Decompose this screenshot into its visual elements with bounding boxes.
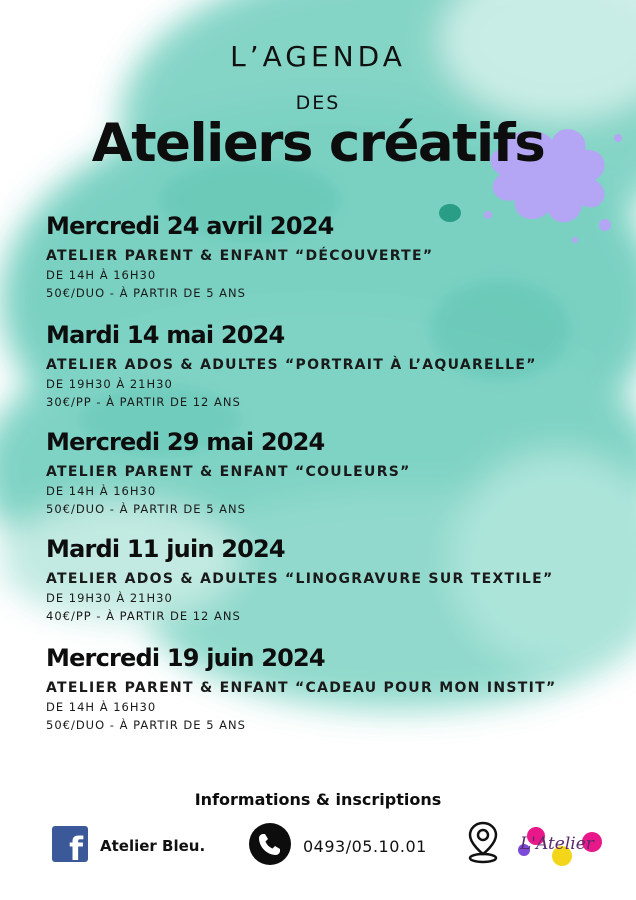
- facebook-glyph: f: [69, 830, 83, 868]
- event-title: ATELIER PARENT & ENFANT “DÉCOUVERTE”: [46, 248, 434, 264]
- event-hours: DE 14H À 16H30: [46, 268, 157, 282]
- atelier-logo-text: L'Atelier: [520, 834, 594, 854]
- event-title: ATELIER ADOS & ADULTES “LINOGRAVURE SUR TEXTILE”: [46, 571, 554, 587]
- event-price: 50€/DUO - À PARTIR DE 5 ANS: [46, 286, 246, 300]
- event-date: Mardi 14 mai 2024: [46, 321, 285, 349]
- event-date: Mercredi 24 avril 2024: [46, 212, 334, 240]
- event-title: ATELIER PARENT & ENFANT “COULEURS”: [46, 464, 411, 480]
- event-item: [46, 212, 626, 300]
- event-hours: DE 14H À 16H30: [46, 484, 157, 498]
- event-item: [46, 535, 626, 623]
- header-agenda: L’AGENDA: [230, 40, 406, 73]
- event-item: [46, 644, 626, 732]
- event-hours: DE 14H À 16H30: [46, 700, 157, 714]
- event-hours: DE 19H30 À 21H30: [46, 591, 173, 605]
- phone-number[interactable]: 0493/05.10.01: [303, 837, 427, 856]
- atelier-logo: [514, 826, 606, 868]
- event-date: Mercredi 29 mai 2024: [46, 428, 325, 456]
- facebook-icon[interactable]: [52, 826, 88, 868]
- event-price: 30€/PP - À PARTIR DE 12 ANS: [46, 395, 241, 409]
- event-date: Mardi 11 juin 2024: [46, 535, 285, 563]
- event-price: 50€/DUO - À PARTIR DE 5 ANS: [46, 718, 246, 732]
- facebook-name[interactable]: Atelier Bleu.: [100, 837, 206, 855]
- event-title: ATELIER PARENT & ENFANT “CADEAU POUR MON INSTIT”: [46, 680, 557, 696]
- event-item: [46, 428, 626, 516]
- event-price: 50€/DUO - À PARTIR DE 5 ANS: [46, 502, 246, 516]
- page-title: Ateliers créatifs: [91, 113, 545, 174]
- event-title: ATELIER ADOS & ADULTES “PORTRAIT À L’AQUARELLE”: [46, 357, 537, 373]
- header-des: DES: [295, 92, 341, 114]
- event-item: [46, 321, 626, 409]
- event-hours: DE 19H30 À 21H30: [46, 377, 173, 391]
- location-pin-icon: [464, 820, 502, 864]
- event-date: Mercredi 19 juin 2024: [46, 644, 325, 672]
- info-title: Informations & inscriptions: [194, 790, 442, 809]
- phone-icon: [249, 823, 291, 865]
- event-price: 40€/PP - À PARTIR DE 12 ANS: [46, 609, 241, 623]
